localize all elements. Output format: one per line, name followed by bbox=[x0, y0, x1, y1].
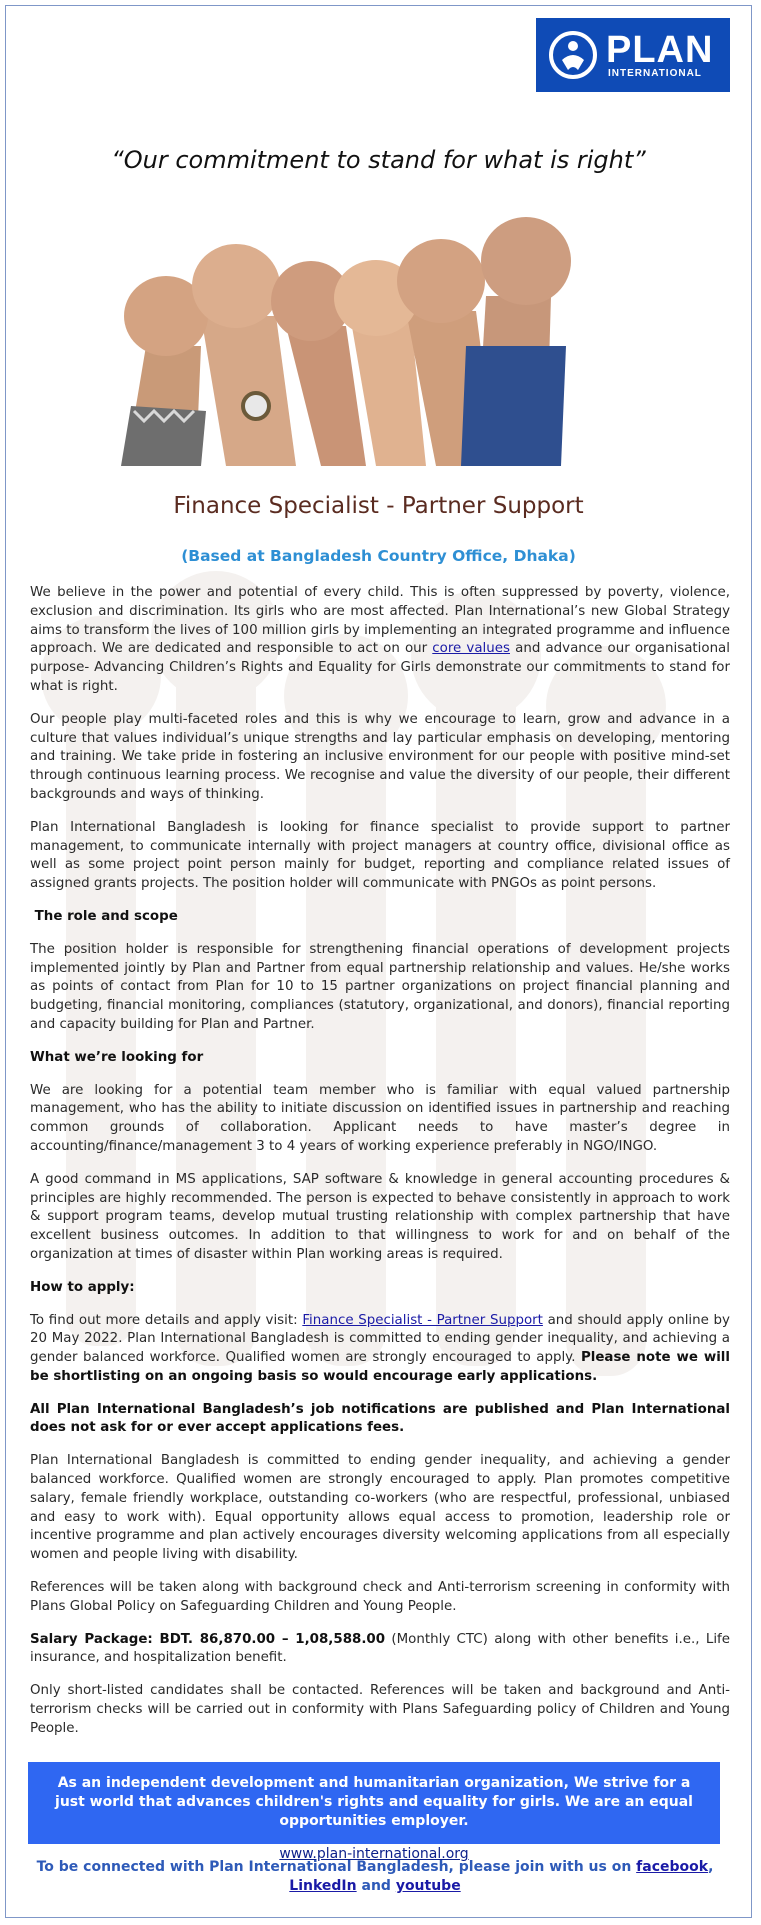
job-ad-page bbox=[5, 5, 752, 1918]
organization-statement-box bbox=[28, 1762, 720, 1862]
role-heading: The role and scope bbox=[30, 908, 178, 924]
linkedin-link[interactable]: LinkedIn bbox=[289, 1878, 357, 1894]
salary-label: Salary Package: BDT. 86,870.00 – 1,08,588.00 bbox=[30, 1631, 386, 1647]
intro-text-1: We believe in the power and potential of every child. This is often suppressed by poverty, violence, exclusion and discrimination. Its girls who are most affected. Plan International’s new Global Strategy aims to transform the lives of 100 million girls by implementing an integrated programme and influence approach. We are dedicated and responsible to act on our bbox=[30, 585, 730, 657]
shortlisting-note: Please note we will be shortlisting on an ongoing basis so would encourage early applications. bbox=[30, 1350, 730, 1384]
core-values-link[interactable]: core values bbox=[432, 641, 510, 657]
organization-statement: As an independent development and humanitarian organization, We strive for a just world that advances children's rights and equality for girls. We are an equal opportunities employer. bbox=[55, 1775, 693, 1829]
people-paragraph: Our people play multi-faceted roles and this is why we encourage to learn, grow and advance in a culture that values individual’s unique strengths and lay particular emphasis on developing, mentoring and training. We take pride in fostering an inclusive environment for our people with positive mind-set through continuous learning process. We recognise and value the diversity of our people, their different backgrounds and ways of thinking. bbox=[30, 711, 730, 802]
apply-paragraph bbox=[30, 1312, 730, 1387]
job-title: Finance Specialist - Partner Support bbox=[173, 493, 584, 519]
raised-fists-image bbox=[106, 206, 576, 466]
footer-and: and bbox=[356, 1878, 396, 1894]
plan-globe-icon bbox=[548, 30, 598, 80]
looking-for-paragraph: Plan International Bangladesh is looking for finance specialist to provide support to partner management, to communicate internally with project managers at country office, divisional office as well as some project point person mainly for budget, reporting and compliance related issues of assigned grants projects. The position holder will communicate with PNGOs as point persons. bbox=[30, 819, 730, 892]
intro-paragraph bbox=[30, 584, 730, 697]
apply-text-1: To find out more details and apply visit: bbox=[30, 1312, 303, 1328]
job-description bbox=[30, 584, 730, 1753]
apply-heading: How to apply: bbox=[30, 1279, 135, 1295]
fees-notice bbox=[30, 1401, 730, 1439]
logo-word: PLAN bbox=[606, 28, 714, 71]
plan-international-logo bbox=[536, 18, 730, 92]
apply-text-2: and should apply online by 20 May 2022. Plan International Bangladesh is committed to ending gender inequality, and achieving a gender balanced workforce. Qualified women are strongly encouraged to apply. bbox=[30, 1312, 730, 1366]
job-location: (Based at Bangladesh Country Office, Dhaka) bbox=[181, 547, 576, 565]
youtube-link[interactable]: youtube bbox=[395, 1878, 461, 1894]
footer-comma: , bbox=[708, 1859, 714, 1875]
intro-text-2: and advance our organisational purpose- Advancing Children’s Rights and Equality for Girls demonstrate our commitments to stand for what is right. bbox=[30, 641, 730, 694]
references-paragraph: References will be taken along with background check and Anti-terrorism screening in conformity with Plans Global Policy on Safeguarding Children and Young People. bbox=[30, 1580, 730, 1614]
role-paragraph: The position holder is responsible for strengthening financial operations of development projects implemented jointly by Plan and Partner from equal partnership relationship and values. He/she works as points of contact from Plan for 10 to 15 partner organizations on project financial planning and budgeting, financial monitoring, compliances (statutory, organizational, and donors), financial reporting and capacity building for Plan and Partner. bbox=[30, 941, 730, 1032]
facebook-link[interactable]: facebook bbox=[636, 1859, 709, 1875]
job-link[interactable]: Finance Specialist - Partner Support bbox=[302, 1312, 543, 1328]
fees-notice-text: All Plan International Bangladesh’s job notifications are published and Plan International does not ask for or ever accept applications fees. bbox=[30, 1401, 730, 1436]
social-footer bbox=[30, 1858, 720, 1896]
equal-opportunity-paragraph: Plan International Bangladesh is committed to ending gender inequality, and achieving a gender balanced workforce. Qualified women are strongly encouraged to apply. Plan promotes competitive salary, female friendly workplace, outstanding co-workers (who are respectful, professional, unbiased and easy to work with). Equal opportunity allows equal access to promotion, leadership role or incentive programme and plan actively encourages diversity welcoming applications from all especially women and people living with disability. bbox=[30, 1453, 730, 1563]
salary-details: (Monthly CTC) along with other benefits i.e., Life insurance, and hospitalization benefit. bbox=[30, 1631, 730, 1666]
footer-text: To be connected with Plan International Bangladesh, please join with us on bbox=[36, 1859, 637, 1875]
logo-subword: INTERNATIONAL bbox=[608, 67, 702, 79]
commitment-quote: “Our commitment to stand for what is right” bbox=[111, 146, 646, 174]
requirements-paragraph-1: We are looking for a potential team member who is familiar with equal valued partnership management, who has the ability to initiate discussion on identified issues in partnership and reaching common grounds of collaboration. Applicant needs to have master’s degree in accounting/finance/management 3 to 4 years of working experience preferably in NGO/INGO. bbox=[30, 1082, 730, 1154]
shortlist-paragraph: Only short-listed candidates shall be contacted. References will be taken and background and Anti-terrorism checks will be carried out in conformity with Plans Safeguarding policy of Children and Young People. bbox=[30, 1683, 730, 1736]
salary-paragraph bbox=[30, 1631, 730, 1669]
what-heading: What we’re looking for bbox=[30, 1049, 204, 1065]
website-link[interactable]: www.plan-international.org bbox=[279, 1846, 469, 1862]
requirements-paragraph-2: A good command in MS applications, SAP software & knowledge in general accounting procedures & principles are highly recommended. The person is expected to behave consistently in approach to work & support program teams, develop mutual trusting relationship with complex partnership that have excellent business outcomes. In addition to that willingness to work for and on behalf of the organization at times of disaster within Plan working areas is required. bbox=[30, 1171, 730, 1262]
